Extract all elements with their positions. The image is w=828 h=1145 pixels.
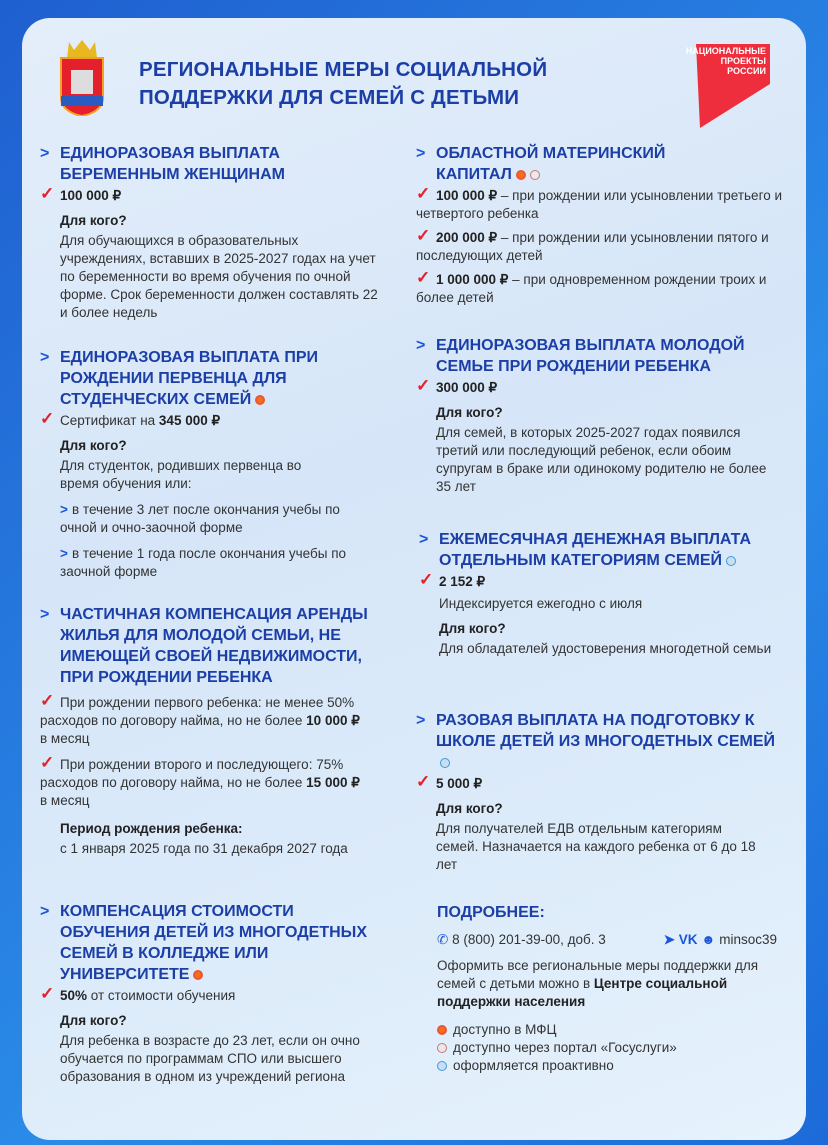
svg-text:ПРОЕКТЫ: ПРОЕКТЫ	[720, 56, 766, 66]
national-projects-logo	[660, 40, 780, 130]
arrow-icon: >	[419, 531, 429, 548]
check-icon: ✓	[40, 984, 55, 1003]
mfc-icon	[437, 1025, 447, 1035]
check-icon: ✓	[40, 184, 55, 203]
mfc-icon	[193, 970, 203, 980]
social-links[interactable]: ➤ VK ☻ minsoc39	[663, 932, 777, 947]
section-student-family: > ЕДИНОРАЗОВАЯ ВЫПЛАТА ПРИ РОЖДЕНИИ ПЕРВЕНЦА ДЛЯ СТУДЕНЧЕСКИХ СЕМЕЙ ✓ Сертификат на 345 000 ₽ Для кого? Для студенток, родивших первенца во время обучения или: > в течение 3 лет после окончания учебы по очной и очно-заочной форме > в течение 1 года после окончания учебы по заочной форме	[40, 349, 347, 579]
section-school-payment: > РАЗОВАЯ ВЫПЛАТА НА ПОДГОТОВКУ К ШКОЛЕ ДЕТЕЙ ИЗ МНОГОДЕТНЫХ СЕМЕЙ ✓ 5 000 ₽ Для кого? Для получателей ЕДВ отдельным категориям семей. Назначается на каждого ребенка от 6 до 18 лет	[416, 712, 775, 872]
arrow-icon: >	[416, 712, 426, 729]
arrow-icon: >	[416, 145, 426, 162]
arrow-icon: >	[40, 349, 50, 366]
svg-text:РОССИИ: РОССИИ	[727, 66, 766, 76]
check-icon: ✓	[40, 409, 55, 428]
section-rent-compensation: > ЧАСТИЧНАЯ КОМПЕНСАЦИЯ АРЕНДЫ ЖИЛЬЯ ДЛЯ МОЛОДОЙ СЕМЬИ, НЕ ИМЕЮЩЕЙ СВОЕЙ НЕДВИЖИМОСТИ, ПРИ РОЖДЕНИИ РЕБЕНКА ✓ При рождении первого ребенка: не менее 50% расходов по договору найма, но не более 10 000 ₽ в месяц ✓ При рождении второго и последующего: 75% расходов по договору найма, но не более 15 000 ₽ в месяц Период рождения ребенка: с 1 января 2025 года по 31 декабря 2027 года	[40, 606, 368, 856]
section-pregnant-payment: > ЕДИНОРАЗОВАЯ ВЫПЛАТА БЕРЕМЕННЫМ ЖЕНЩИНАМ ✓ 100 000 ₽ Для кого? Для обучающихся в образовательных учреждениях, вставших в 2025-2027 годах на учет по беременности во время обучения по очной форме. Срок беременности должен составлять 22 и более недель	[40, 145, 378, 320]
proactive-icon	[437, 1061, 447, 1071]
phone-icon: ✆	[437, 932, 449, 947]
check-icon: ✓	[416, 268, 431, 287]
page-title: РЕГИОНАЛЬНЫЕ МЕРЫ СОЦИАЛЬНОЙ ПОДДЕРЖКИ ДЛЯ СЕМЕЙ С ДЕТЬМИ	[139, 58, 548, 109]
check-icon: ✓	[419, 570, 434, 589]
arrow-icon: >	[60, 502, 68, 517]
arrow-icon: >	[60, 546, 68, 561]
arrow-icon: >	[416, 337, 426, 354]
mfc-icon	[516, 170, 526, 180]
proactive-icon	[726, 556, 736, 566]
check-icon: ✓	[40, 691, 55, 710]
coat-of-arms-icon	[57, 38, 107, 116]
check-icon: ✓	[40, 753, 55, 772]
telegram-vk-ok-icon: ➤ VK ☻	[663, 932, 716, 947]
section-contacts: ПОДРОБНЕЕ: ✆ 8 (800) 201-39-00, доб. 3 ➤ VK ☻ minsoc39 Оформить все региональные меры поддержки для семей с детьми можно в Центре социальной поддержки населения доступно в МФЦ доступно через портал «Госуслуги» оформляется проактивно	[437, 904, 777, 1073]
section-monthly-payment: > ЕЖЕМЕСЯЧНАЯ ДЕНЕЖНАЯ ВЫПЛАТА ОТДЕЛЬНЫМ КАТЕГОРИЯМ СЕМЕЙ ✓ 2 152 ₽ Индексируется ежегодно с июля Для кого? Для обладателей удостоверения многодетной семьи	[419, 531, 772, 656]
gosuslugi-icon	[530, 170, 540, 180]
arrow-icon: >	[40, 606, 50, 623]
check-icon: ✓	[416, 226, 431, 245]
phone-link[interactable]: ✆ 8 (800) 201-39-00, доб. 3	[437, 932, 606, 947]
check-icon: ✓	[416, 772, 431, 791]
svg-text:НАЦИОНАЛЬНЫЕ: НАЦИОНАЛЬНЫЕ	[685, 46, 766, 56]
section-maternity-capital: > ОБЛАСТНОЙ МАТЕРИНСКИЙ КАПИТАЛ ✓ 100 000 ₽ – при рождении или усыновлении третьего и четвертого ребенка ✓ 200 000 ₽ – при рождении или усыновлении пятого и последующих детей ✓ 1 000 000 ₽ – при одновременном рождении троих и более детей	[416, 145, 782, 305]
section-young-family: > ЕДИНОРАЗОВАЯ ВЫПЛАТА МОЛОДОЙ СЕМЬЕ ПРИ РОЖДЕНИИ РЕБЕНКА ✓ 300 000 ₽ Для кого? Для семей, в которых 2025-2027 годах появился третий или последующий ребенок, если обоим супругам в браке или одинокому родителю не более 35 лет	[416, 337, 767, 494]
gosuslugi-icon	[437, 1043, 447, 1053]
arrow-icon: >	[40, 145, 50, 162]
check-icon: ✓	[416, 376, 431, 395]
proactive-icon	[440, 758, 450, 768]
mfc-icon	[255, 395, 265, 405]
arrow-icon: >	[40, 903, 50, 920]
check-icon: ✓	[416, 184, 431, 203]
section-education-compensation: > КОМПЕНСАЦИЯ СТОИМОСТИ ОБУЧЕНИЯ ДЕТЕЙ ИЗ МНОГОДЕТНЫХ СЕМЕЙ В КОЛЛЕДЖЕ ИЛИ УНИВЕРСИТЕТЕ ✓ 50% от стоимости обучения Для кого? Для ребенка в возрасте до 23 лет, если он очно обучается по программам СПО или высшего образования в одном из учреждений региона	[40, 903, 367, 1084]
